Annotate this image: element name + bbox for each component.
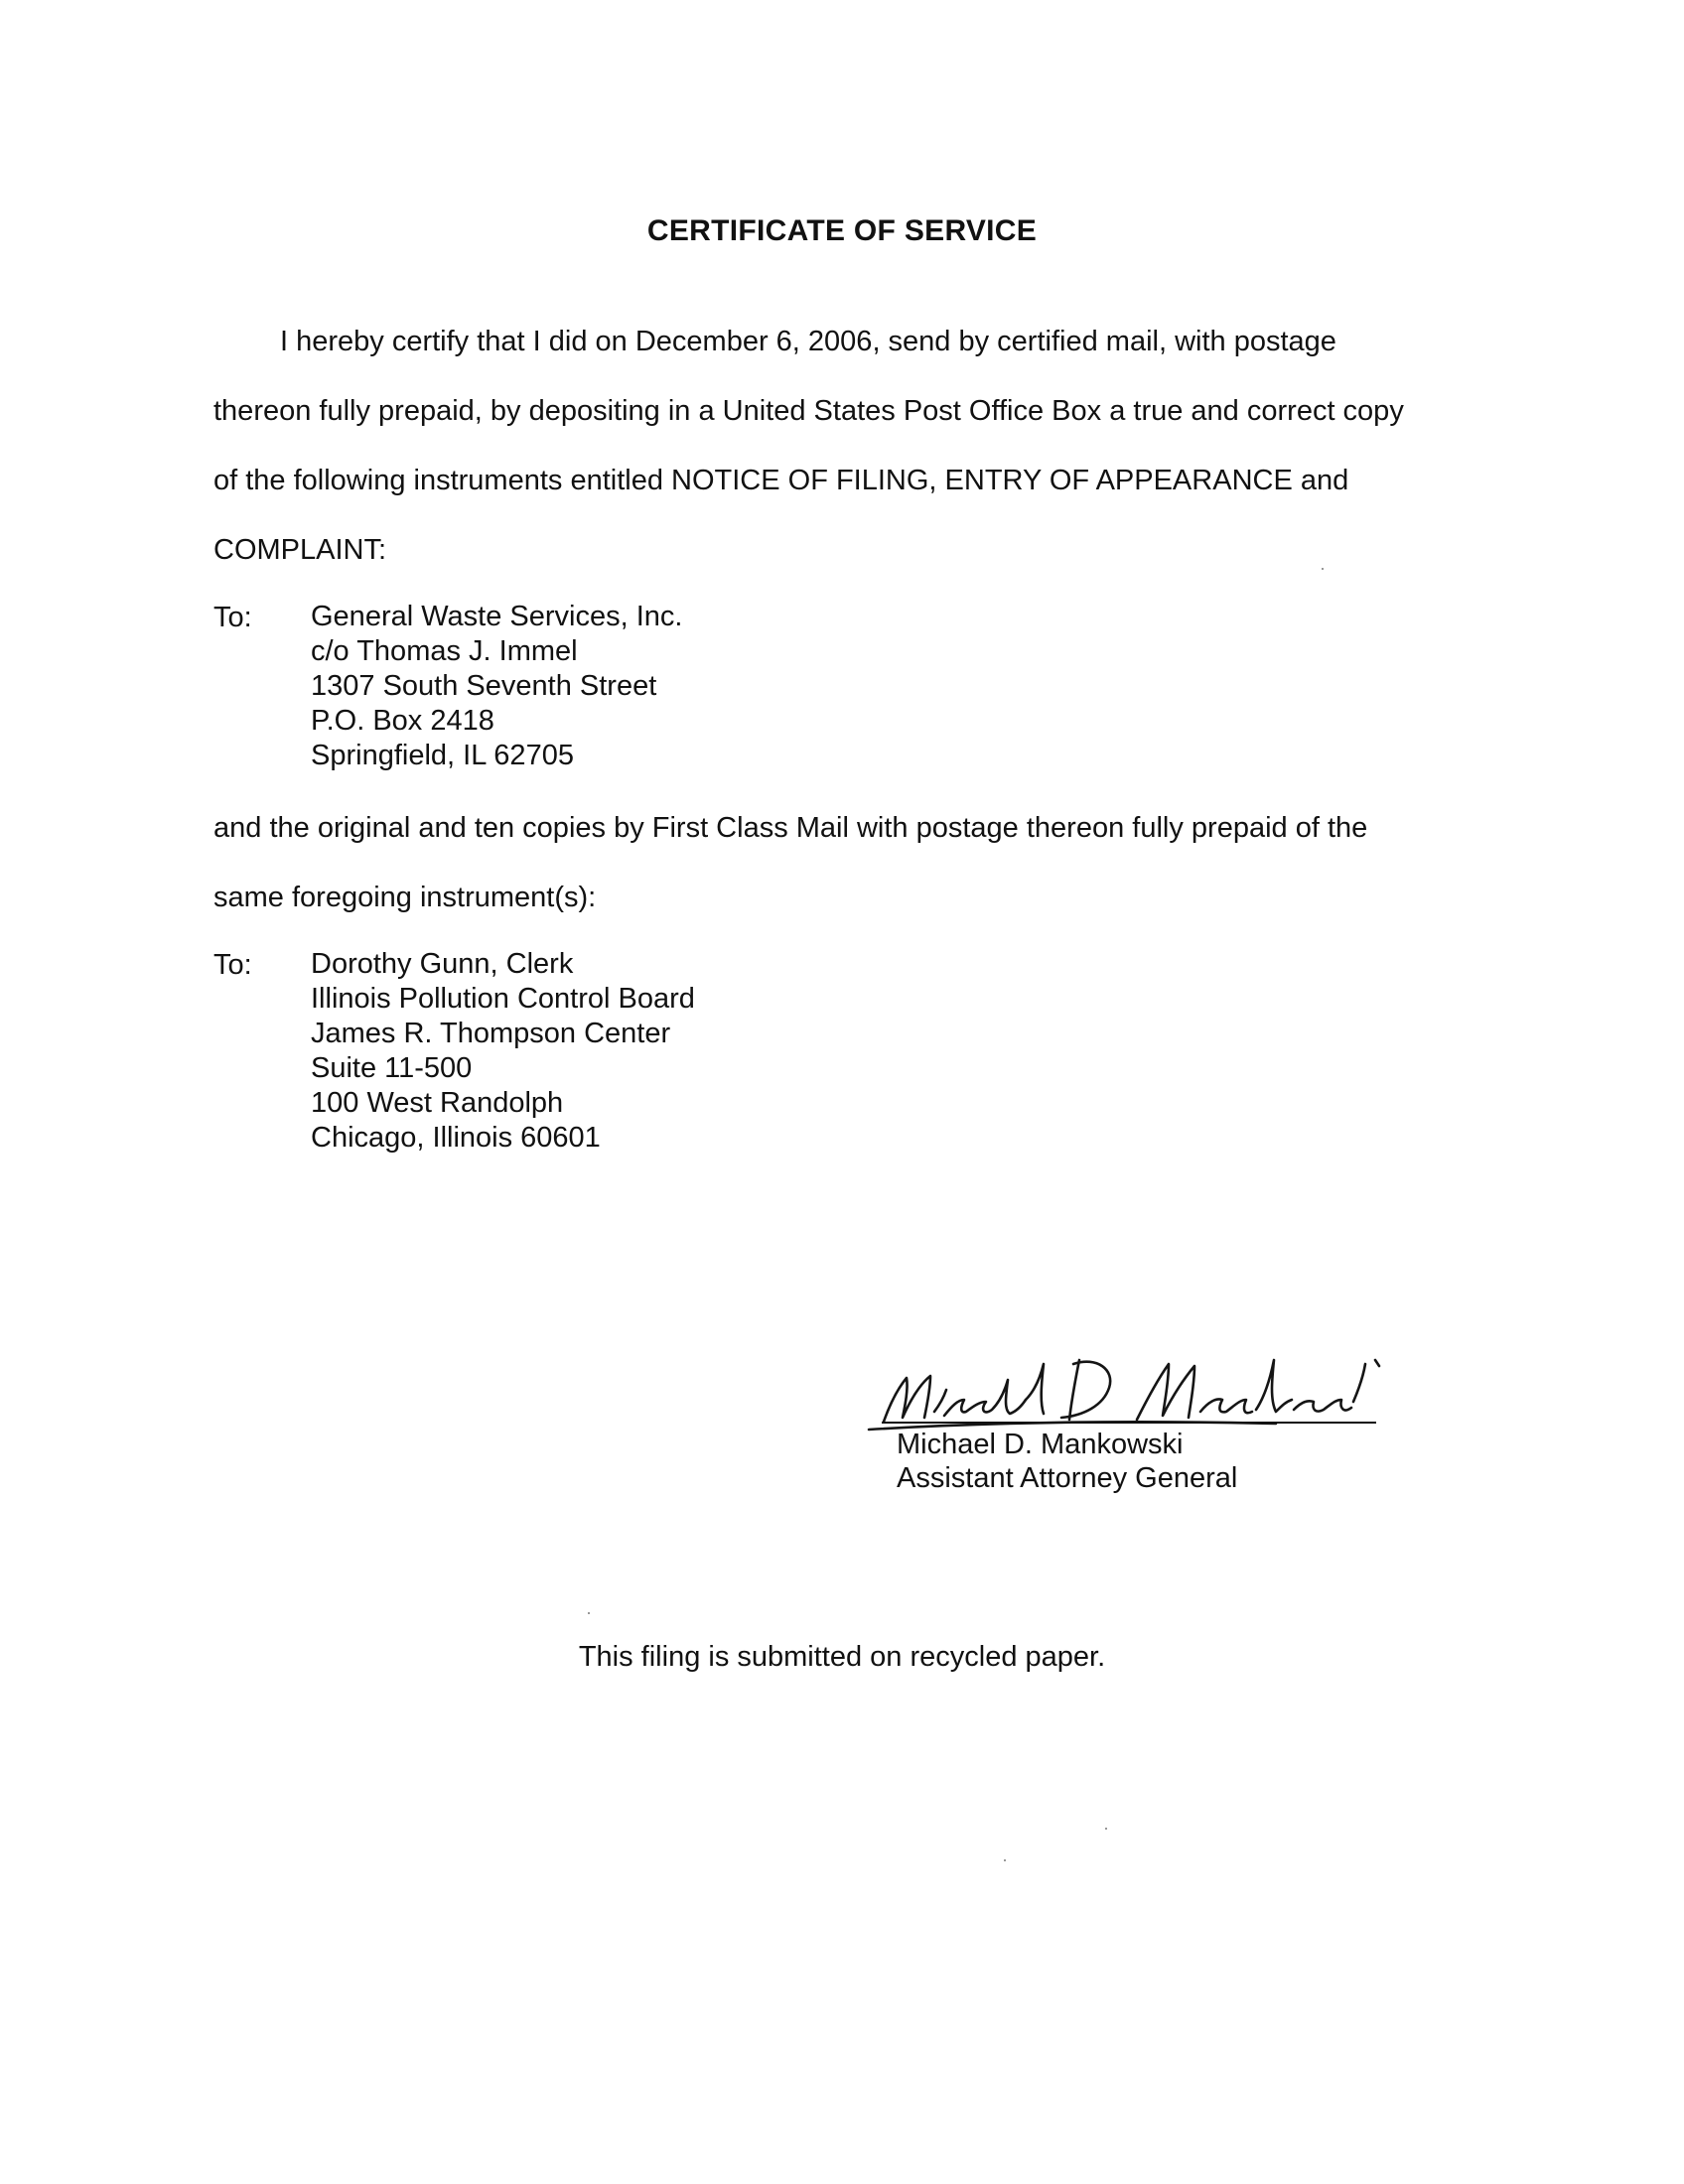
document-title: CERTIFICATE OF SERVICE (646, 214, 1038, 247)
address-line: Dorothy Gunn, Clerk (311, 948, 574, 980)
address-line: Suite 11-500 (311, 1052, 473, 1084)
paragraph-line: thereon fully prepaid, by depositing in a United States Post Office Box a true and correct copy (213, 395, 1404, 427)
signer-title: Assistant Attorney General (897, 1462, 1238, 1494)
address-line: Illinois Pollution Control Board (311, 983, 695, 1015)
signer-name: Michael D. Mankowski (897, 1429, 1184, 1460)
address-line: P.O. Box 2418 (311, 705, 494, 737)
paragraph-line: same foregoing instrument(s): (213, 882, 597, 913)
recycled-paper-note: This filing is submitted on recycled paper. (578, 1641, 1106, 1673)
address-line: Chicago, Illinois 60601 (311, 1122, 601, 1154)
signature-line (882, 1422, 1376, 1424)
address-line: Springfield, IL 62705 (311, 740, 574, 771)
scan-speck (588, 1612, 590, 1614)
to-label: To: (213, 602, 252, 633)
scan-speck (1105, 1828, 1107, 1830)
paragraph-line: and the original and ten copies by First Class Mail with postage thereon fully prepaid of the (213, 812, 1368, 844)
paragraph-line: of the following instruments entitled NOTICE OF FILING, ENTRY OF APPEARANCE and (213, 465, 1349, 496)
scan-speck (1322, 568, 1324, 570)
to-label: To: (213, 949, 252, 981)
address-line: c/o Thomas J. Immel (311, 635, 578, 667)
signature-block (897, 1428, 1237, 1495)
address-line: James R. Thompson Center (311, 1018, 671, 1049)
paragraph-line: COMPLAINT: (213, 534, 387, 566)
scan-speck (1004, 1859, 1006, 1861)
paragraph-line: I hereby certify that I did on December 6, 2006, send by certified mail, with postage (280, 326, 1336, 357)
address-line: 100 West Randolph (311, 1087, 564, 1119)
address-line: 1307 South Seventh Street (311, 670, 657, 702)
address-line: General Waste Services, Inc. (311, 601, 683, 632)
recipient-address (311, 947, 695, 1156)
recipient-address (311, 600, 682, 773)
